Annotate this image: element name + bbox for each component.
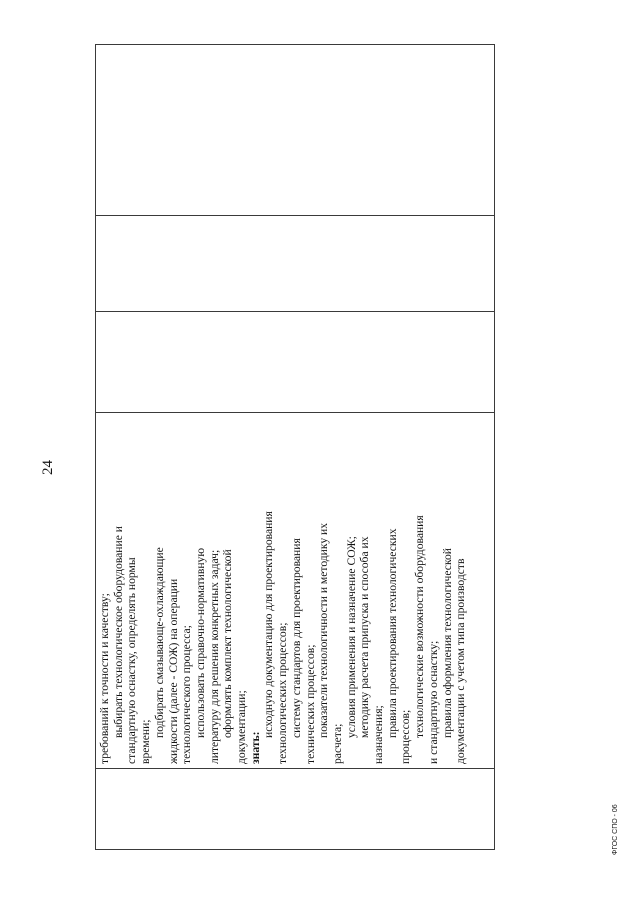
- table-cell-index: [96, 769, 495, 850]
- text-line: жидкости (далее - СОЖ) на операции: [166, 578, 180, 764]
- page-number: 24: [40, 460, 56, 475]
- table-cell-empty: [96, 45, 495, 216]
- text-line: требований к точности и качеству;: [98, 593, 111, 764]
- text-line: показатели технологичности и методику их: [317, 522, 331, 738]
- table-row: [96, 45, 495, 850]
- text-line: технологические возможности оборудования: [413, 515, 427, 738]
- text-line: правила оформления технологической: [440, 548, 454, 738]
- text-line: документации;: [235, 690, 249, 764]
- text-line: условия применения и назначение СОЖ;: [344, 536, 358, 738]
- text-line: технологических процессов;: [276, 622, 290, 764]
- text-line: методику расчета припуска и способа их: [358, 536, 372, 738]
- text-line: и стандартную оснастку;: [426, 640, 440, 764]
- text-line: процессов;: [399, 709, 413, 764]
- text-line: расчета;: [330, 723, 344, 764]
- text-line: литературу для решения конкретных задач;: [207, 549, 221, 764]
- text-line: оформлять комплект технологической: [221, 549, 235, 738]
- text-line: исходную документацию для проектирования: [262, 511, 276, 738]
- table-cell-empty: [96, 216, 495, 312]
- text-line: технических процессов;: [303, 644, 317, 764]
- text-line: времени;: [139, 719, 153, 764]
- text-line: правила проектирования технологических: [385, 528, 399, 738]
- text-line: подбирать смазывающе-охлаждающие: [152, 547, 166, 738]
- text-line: стандартную оснастку, определять нормы: [125, 557, 139, 764]
- standards-table: [95, 44, 495, 850]
- text-line: назначения;: [372, 705, 386, 764]
- table-cell-empty: [96, 312, 495, 413]
- requirements-text: [96, 413, 468, 768]
- table-cell-requirements: [96, 413, 495, 769]
- text-line: использовать справочно-нормативную: [193, 547, 207, 738]
- footer-code: ФГОС СПО - 06: [612, 804, 619, 855]
- text-line: знать:: [248, 731, 262, 764]
- text-line: систему стандартов для проектирования: [289, 538, 303, 738]
- text-line: выбирать технологическое оборудование и: [111, 526, 125, 738]
- text-line: документации с учетом типа производств: [454, 558, 468, 764]
- text-line: технологического процесса;: [180, 625, 194, 764]
